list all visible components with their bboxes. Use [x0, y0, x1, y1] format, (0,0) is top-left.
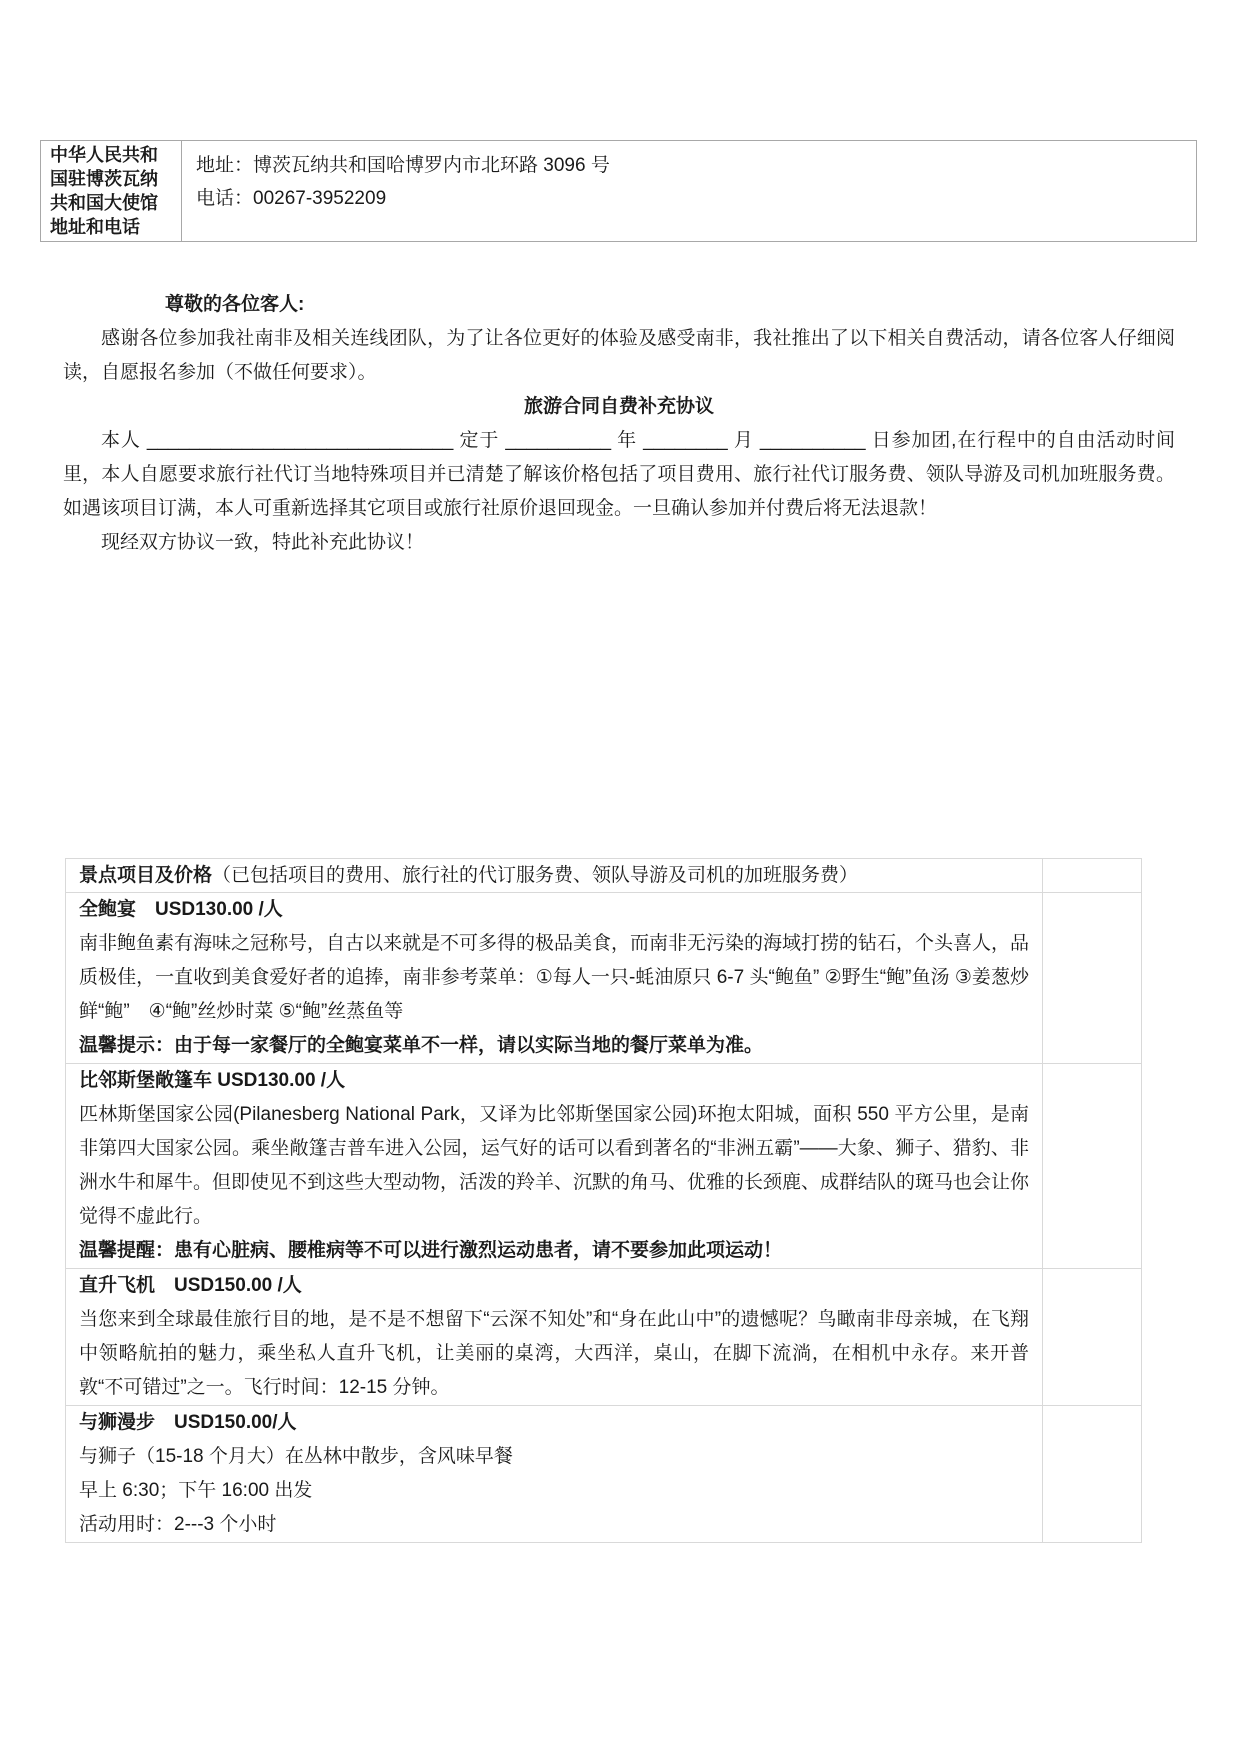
item-title-lion-walk: 与狮漫步 USD150.00/人 — [79, 1412, 297, 1433]
embassy-details-cell — [182, 141, 1197, 242]
abalone-feast-cell — [66, 893, 1043, 1064]
agreement-closing-line: 现经双方协议一致，特此补充此协议！ — [101, 532, 425, 553]
price-table-side-cell — [1043, 1269, 1142, 1406]
embassy-info-table — [40, 140, 1197, 242]
embassy-info-row — [41, 141, 1197, 242]
item-title-helicopter: 直升飞机 USD150.00 /人 — [79, 1275, 302, 1296]
item-tip-pilanesberg-safari: 温馨提醒：患有心脏病、腰椎病等不可以进行激烈运动患者，请不要参加此项运动！ — [79, 1240, 783, 1261]
price-table-side-cell — [1043, 859, 1142, 893]
lion-walk-cell — [66, 1406, 1043, 1543]
intro-paragraph: 感谢各位参加我社南非及相关连线团队，为了让各位更好的体验及感受南非，我社推出了以下相关自费活动，请各位客人仔细阅读，自愿报名参加（不做任何要求）。 — [63, 328, 1175, 383]
item-title-abalone-feast: 全鲍宴 USD130.00 /人 — [79, 899, 283, 920]
table-row-abalone-feast — [66, 893, 1142, 1064]
item-tip-abalone-feast: 温馨提示：由于每一家餐厅的全鲍宴菜单不一样，请以实际当地的餐厅菜单为准。 — [79, 1035, 764, 1056]
price-table-header-note: （已包括项目的费用、旅行社的代订服务费、领队导游及司机的加班服务费） — [212, 865, 859, 886]
embassy-address-line: 地址：博茨瓦纳共和国哈博罗内市北环路 3096 号 — [196, 155, 610, 176]
agreement-title: 旅游合同自费补充协议 — [523, 396, 714, 417]
lion-walk-schedule-line: 早上 6:30；下午 16:00 出发 — [79, 1480, 313, 1501]
embassy-label-cell: 中华人民共和国驻博茨瓦纳共和国大使馆地址和电话 — [41, 141, 182, 242]
item-description-abalone-feast: 南非鲍鱼素有海味之冠称号，自古以来就是不可多得的极品美食，而南非无污染的海域打捞的钻石，个头喜人，品质极佳，一直收到美食爱好者的追捧，南非参考菜单：①每人一只-蚝油原只 6-7 头“鲍鱼” ②野生“鲍”鱼汤 ③姜葱炒鲜“鲍” ④“鲍”丝炒时菜 ⑤“鲍”丝蒸鱼等 — [79, 933, 1030, 1022]
table-row-helicopter — [66, 1269, 1142, 1406]
item-description-helicopter: 当您来到全球最佳旅行目的地，是不是不想留下“云深不知处”和“身在此山中”的遗憾呢？鸟瞰南非母亲城，在飞翔中领略航拍的魅力，乘坐私人直升飞机，让美丽的桌湾，大西洋，桌山，在脚下流淌，在相机中永存。来开普敦“不可错过”之一。飞行时间：12-15 分钟。 — [79, 1309, 1029, 1398]
price-table-side-cell — [1043, 893, 1142, 1064]
price-table-side-cell — [1043, 1064, 1142, 1269]
pilanesberg-safari-cell — [66, 1064, 1043, 1269]
helicopter-cell — [66, 1269, 1043, 1406]
price-table-header-cell — [66, 859, 1043, 893]
lion-walk-duration-line: 活动用时：2---3 个小时 — [79, 1514, 277, 1535]
price-table-side-cell — [1043, 1406, 1142, 1543]
item-title-pilanesberg-safari: 比邻斯堡敞篷车 USD130.00 /人 — [79, 1070, 346, 1091]
table-row-lion-walk — [66, 1406, 1142, 1543]
lion-walk-detail-line: 与狮子（15-18 个月大）在丛林中散步，含风味早餐 — [79, 1446, 513, 1467]
table-row-pilanesberg-safari — [66, 1064, 1142, 1269]
agreement-body-paragraph: 本人 _____________________________ 定于 __________ 年 ________ 月 __________ 日参加团,在行程中的自由活动时间里，本人自愿要求旅行社代订当地特殊项目并已清楚了解该价格包括了项目费用、旅行社代订服务费、领队导游及司机加班服务费。如遇该项目订满，本人可重新选择其它项目或旅行社原价退回现金。一旦确认参加并付费后将无法退款！ — [63, 430, 1175, 519]
salutation-heading: 尊敬的各位客人: — [165, 294, 305, 315]
item-description-pilanesberg-safari: 匹林斯堡国家公园(Pilanesberg National Park，又译为比邻斯堡国家公园)环抱太阳城，面积 550 平方公里，是南非第四大国家公园。乘坐敞篷吉普车进入公园，运气好的话可以看到著名的“非洲五霸”——大象、狮子、猎豹、非洲水牛和犀牛。但即使见不到这些大型动物，活泼的羚羊、沉默的角马、优雅的长颈鹿、成群结队的斑马也会让你觉得不虚此行。 — [79, 1104, 1030, 1227]
embassy-phone-line: 电话：00267-3952209 — [196, 188, 387, 209]
price-table-header-title: 景点项目及价格 — [79, 865, 213, 886]
price-table-header-row — [66, 859, 1142, 893]
letter-section — [63, 288, 1175, 560]
price-table — [65, 858, 1142, 1543]
